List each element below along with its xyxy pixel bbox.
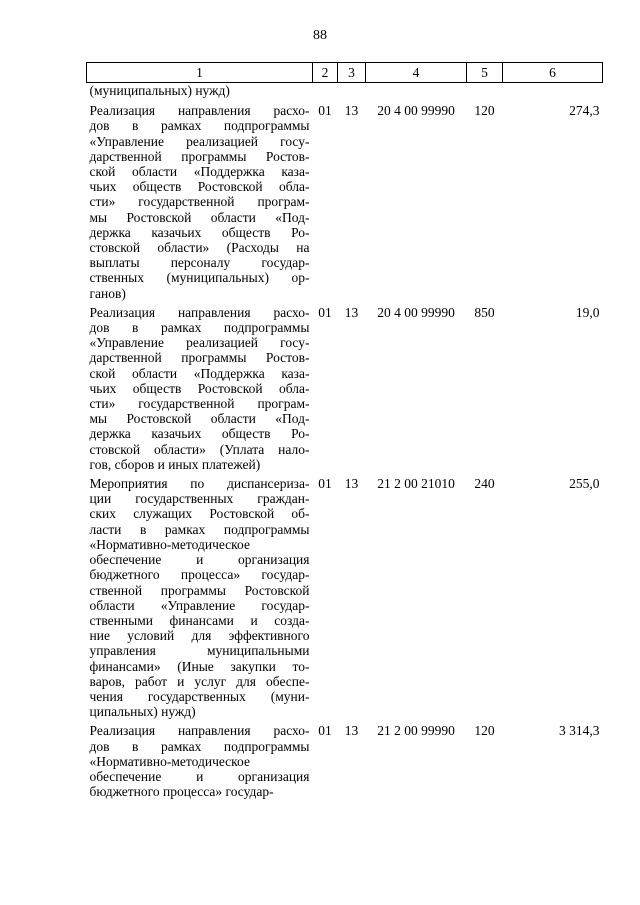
header-col-3: 3 (338, 63, 366, 83)
subsection-code: 13 (344, 723, 359, 739)
table-row (87, 305, 603, 476)
description-line: держка казачьих обществ Ро- (89, 224, 310, 240)
budget-table (86, 62, 603, 803)
description-line: сти» государственной програм- (89, 194, 310, 210)
subsection-code: 13 (344, 304, 359, 320)
description-line: дов в рамках подпрограммы (89, 738, 310, 754)
description-line: дарственной программы Ростов- (89, 350, 310, 366)
description-line: Реализация направления расхо- (89, 723, 310, 739)
description-line: стовской области» (Расходы на (89, 240, 310, 256)
expense-type-code: 120 (474, 723, 495, 739)
table-row (87, 723, 603, 803)
description-line: дов в рамках подпрограммы (89, 320, 310, 336)
description-line: управления муниципальными (89, 643, 310, 659)
description-line: ских служащих Ростовской об- (89, 506, 310, 522)
target-item-code: 21 2 00 99990 (377, 723, 455, 739)
description-line: «Управление реализацией госу- (89, 133, 310, 149)
amount-value: 19,0 (575, 304, 600, 320)
target-item-code: 20 4 00 99990 (377, 103, 455, 119)
description-line: обеспечение и организация (89, 552, 310, 568)
description-line: ласти в рамках подпрограммы (89, 521, 310, 537)
row-description (87, 305, 313, 476)
description-line: держка казачьих обществ Ро- (89, 426, 310, 442)
section-code: 01 (318, 304, 332, 320)
description-line: выплаты персоналу государ- (89, 255, 310, 271)
subsection-code: 13 (344, 476, 359, 492)
section-code: 01 (318, 723, 332, 739)
table-header-row (87, 63, 603, 83)
expense-type-code: 240 (474, 476, 495, 492)
target-item-code: 21 2 00 21010 (377, 476, 455, 492)
description-line: «Нормативно-методическое (89, 536, 250, 552)
description-line: чения государственных (муни- (89, 688, 310, 704)
description-line: мы Ростовской области «Под- (89, 209, 310, 225)
row-description (87, 103, 313, 305)
target-item-code: 20 4 00 99990 (377, 304, 455, 320)
description-line: ственных (муниципальных) ор- (89, 270, 310, 286)
description-line: дов в рамках подпрограммы (89, 118, 310, 134)
description-line: гов, сборов и иных платежей) (89, 456, 261, 472)
amount-value: 255,0 (569, 476, 600, 492)
table-row (87, 476, 603, 723)
description-line: варов, работ и услуг для обеспе- (89, 673, 310, 689)
description-line: Мероприятия по диспансериза- (89, 476, 310, 492)
section-code: 01 (318, 103, 332, 119)
continuation-row (87, 83, 603, 104)
expense-type-code: 850 (474, 304, 495, 320)
description-line: бюджетного процесса» государ- (89, 567, 310, 583)
description-line: сти» государственной програм- (89, 396, 310, 412)
description-line: стовской области» (Уплата нало- (89, 441, 310, 457)
description-line: Реализация направления расхо- (89, 304, 310, 320)
description-line: области «Управление государ- (89, 597, 310, 613)
table-row (87, 103, 603, 305)
description-line: «Управление реализацией госу- (89, 335, 310, 351)
section-code: 01 (318, 476, 332, 492)
description-line: (муниципальных) нужд) (89, 83, 230, 98)
subsection-code: 13 (344, 103, 359, 119)
description-line: ганов) (89, 285, 126, 301)
row-description (87, 476, 313, 723)
description-line: ние условий для эффективного (89, 628, 310, 644)
description-line: ции государственных граждан- (89, 491, 310, 507)
description-line: ственной программы Ростовской (89, 582, 310, 598)
amount-value: 274,3 (569, 103, 600, 119)
description-line: ственными финансами и созда- (89, 612, 310, 628)
description-line: обеспечение и организация (89, 768, 310, 784)
description-line: чьих обществ Ростовской обла- (89, 179, 310, 195)
description-line: ской области «Поддержка каза- (89, 365, 310, 381)
description-line: Реализация направления расхо- (89, 103, 310, 119)
description-line: дарственной программы Ростов- (89, 148, 310, 164)
header-col-1: 1 (87, 63, 313, 83)
header-col-4: 4 (366, 63, 467, 83)
row-description (87, 723, 313, 803)
description-line: чьих обществ Ростовской обла- (89, 380, 310, 396)
header-col-2: 2 (313, 63, 338, 83)
continuation-description (87, 83, 313, 104)
amount-value: 3 314,3 (559, 723, 600, 739)
description-line: бюджетного процесса» государ- (89, 784, 274, 800)
page-number: 88 (313, 28, 327, 43)
description-line: мы Ростовской области «Под- (89, 411, 310, 427)
description-line: ской области «Поддержка каза- (89, 164, 310, 180)
expense-type-code: 120 (474, 103, 495, 119)
description-line: «Нормативно-методическое (89, 753, 250, 769)
header-col-6: 6 (503, 63, 603, 83)
description-line: ципальных) нужд) (89, 704, 196, 720)
description-line: финансами» (Иные закупки то- (89, 658, 310, 674)
header-col-5: 5 (467, 63, 503, 83)
